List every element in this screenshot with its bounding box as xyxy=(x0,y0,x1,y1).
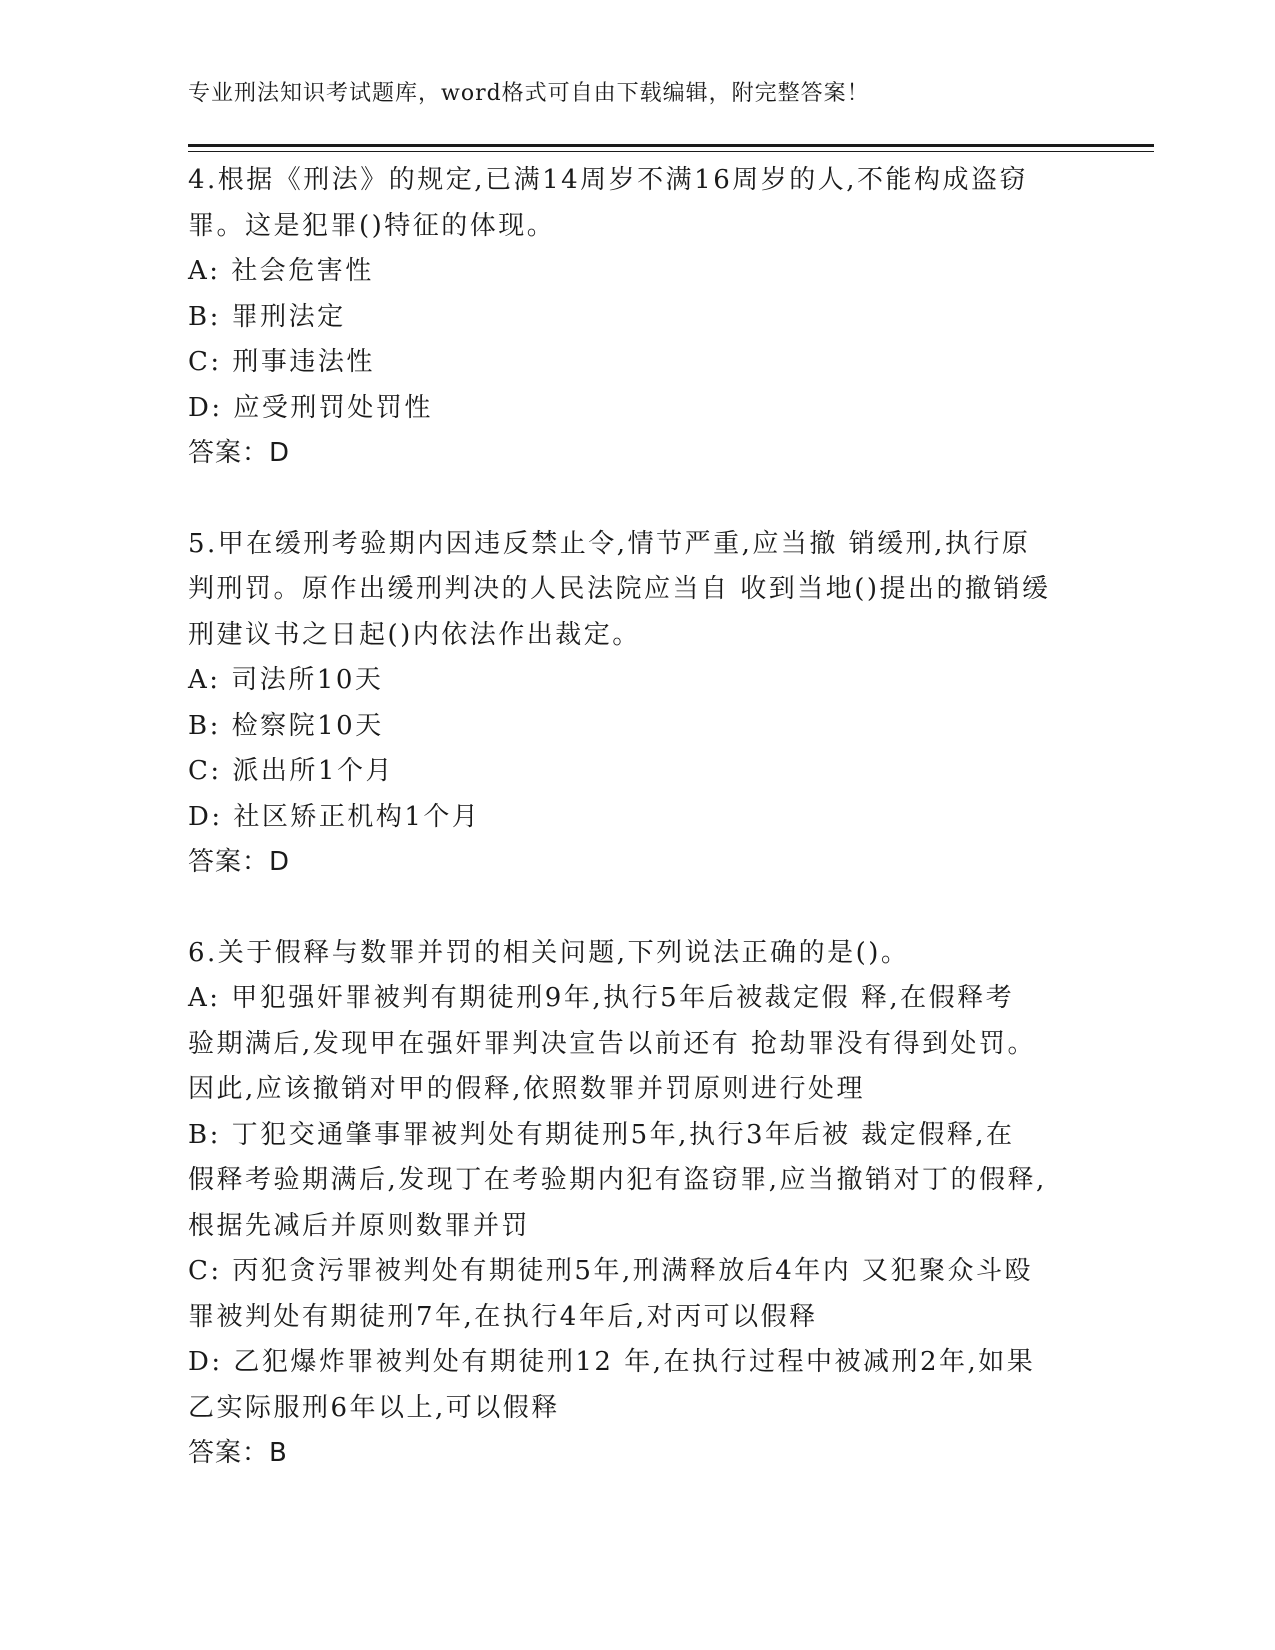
question-stem-line: 4.根据《刑法》的规定,已满14周岁不满16周岁的人,不能构成盗窃 xyxy=(188,165,1029,195)
option-a xyxy=(188,976,1088,1113)
header-rule-thin xyxy=(188,151,1154,152)
option-line: 根据先减后并原则数罪并罚 xyxy=(188,1210,531,1241)
option-line: 假释考验期满后,发现丁在考验期内犯有盗窃罪,应当撤销对丁的假释, xyxy=(188,1165,1047,1195)
option-c: C: 刑事违法性 xyxy=(188,347,375,377)
option-a: A: 司法所10天 xyxy=(188,665,384,695)
option-a: A: 社会危害性 xyxy=(188,256,374,286)
question-stem-line: 判刑罚。原作出缓刑判决的人民法院应当自 收到当地()提出的撤销缓 xyxy=(188,574,1051,604)
option-line: C: 丙犯贪污罪被判处有期徒刑5年,刑满释放后4年内 又犯聚众斗殴 xyxy=(188,1256,1034,1286)
question-stem-line: 6.关于假释与数罪并罚的相关问题,下列说法正确的是()。 xyxy=(188,937,910,968)
option-line: A: 甲犯强奸罪被判有期徒刑9年,执行5年后被裁定假 释,在假释考 xyxy=(188,983,1015,1013)
option-d: D: 应受刑罚处罚性 xyxy=(188,392,433,423)
option-line: D: 乙犯爆炸罪被判处有期徒刑12 年,在执行过程中被减刑2年,如果 xyxy=(188,1347,1036,1377)
answer-label: 答案：D xyxy=(188,847,291,877)
option-c: C: 派出所1个月 xyxy=(188,756,394,786)
question-list xyxy=(188,158,1088,1477)
question-stem-line: 刑建议书之日起()内依法作出裁定。 xyxy=(188,619,641,650)
option-d xyxy=(188,1340,1088,1431)
option-line: 验期满后,发现甲在强奸罪判决宣告以前还有 抢劫罪没有得到处罚。 xyxy=(188,1028,1037,1059)
page-header: 专业刑法知识考试题库，word格式可自由下载编辑，附完整答案！ xyxy=(188,81,870,106)
option-line: 因此,应该撤销对甲的假释,依照数罪并罚原则进行处理 xyxy=(188,1074,866,1104)
option-b: B: 检察院10天 xyxy=(188,710,384,741)
option-b xyxy=(188,1113,1088,1250)
option-b: B: 罪刑法定 xyxy=(188,301,346,332)
option-d: D: 社区矫正机构1个月 xyxy=(188,801,481,832)
question-5 xyxy=(188,522,1088,886)
option-line: 罪被判处有期徒刑7年,在执行4年后,对丙可以假释 xyxy=(188,1301,818,1332)
question-stem-line: 5.甲在缓刑考验期内因违反禁止令,情节严重,应当撤 销缓刑,执行原 xyxy=(188,528,1031,559)
option-c xyxy=(188,1249,1088,1340)
option-line: 乙实际服刑6年以上,可以假释 xyxy=(188,1392,560,1423)
question-stem-line: 罪。这是犯罪()特征的体现。 xyxy=(188,210,556,241)
question-6 xyxy=(188,931,1088,1477)
question-4 xyxy=(188,158,1088,477)
option-line: B: 丁犯交通肇事罪被判处有期徒刑5年,执行3年后被 裁定假释,在 xyxy=(188,1119,1015,1150)
header-rule-thick xyxy=(188,144,1154,147)
answer-label: 答案：D xyxy=(188,438,291,468)
answer-label: 答案：B xyxy=(188,1438,288,1468)
